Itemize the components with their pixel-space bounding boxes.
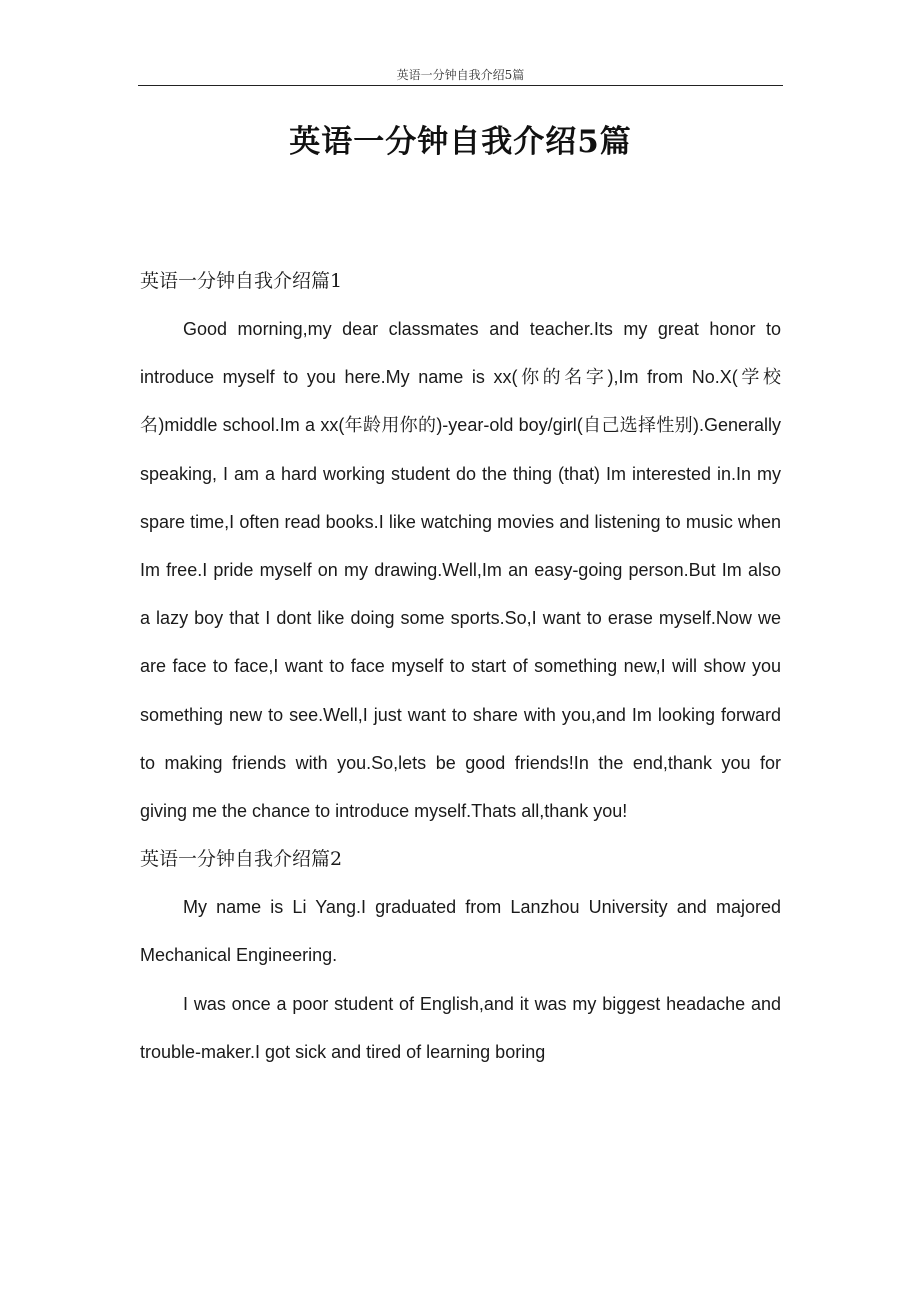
section-2-paragraph-2: I was once a poor student of English,and it was my biggest headache and trouble-maker.I got sick and tired of learning boring	[140, 993, 781, 1062]
document-body	[140, 257, 781, 1076]
section-heading-2: 英语一分钟自我介绍篇2	[140, 848, 343, 871]
running-header: 英语一分钟自我介绍5篇	[396, 68, 525, 82]
section-1-paragraph-1: Good morning,my dear classmates and teacher.Its my great honor to introduce myself to you here.My name is xx(你的名字),Im from No.X(学校名)middle school.Im a xx(年龄用你的)-year-old boy/girl(自己选择性别).Generally speaking, I am a hard working student do the thing (that) Im interested in.In my spare time,I often read books.I like watching movies and listening to music when Im free.I pride myself on my drawing.Well,Im an easy-going person.But Im also a lazy boy that I dont like doing some sports.So,I want to erase myself.Now we are face to face,I want to face myself to start of something new,I will show you something new to see.Well,I just want to share with you,and Im looking forward to making friends with you.So,lets be good friends!In the end,thank you for giving me the chance to introduce myself.Thats all,thank you!	[140, 319, 781, 822]
document-title: 英语一分钟自我介绍5篇	[289, 124, 632, 160]
section-2-paragraph-1: My name is Li Yang.I graduated from Lanzhou University and majored Mechanical Engineering.	[140, 897, 781, 966]
section-heading-1: 英语一分钟自我介绍篇1	[140, 270, 343, 292]
header-rule	[138, 85, 783, 86]
